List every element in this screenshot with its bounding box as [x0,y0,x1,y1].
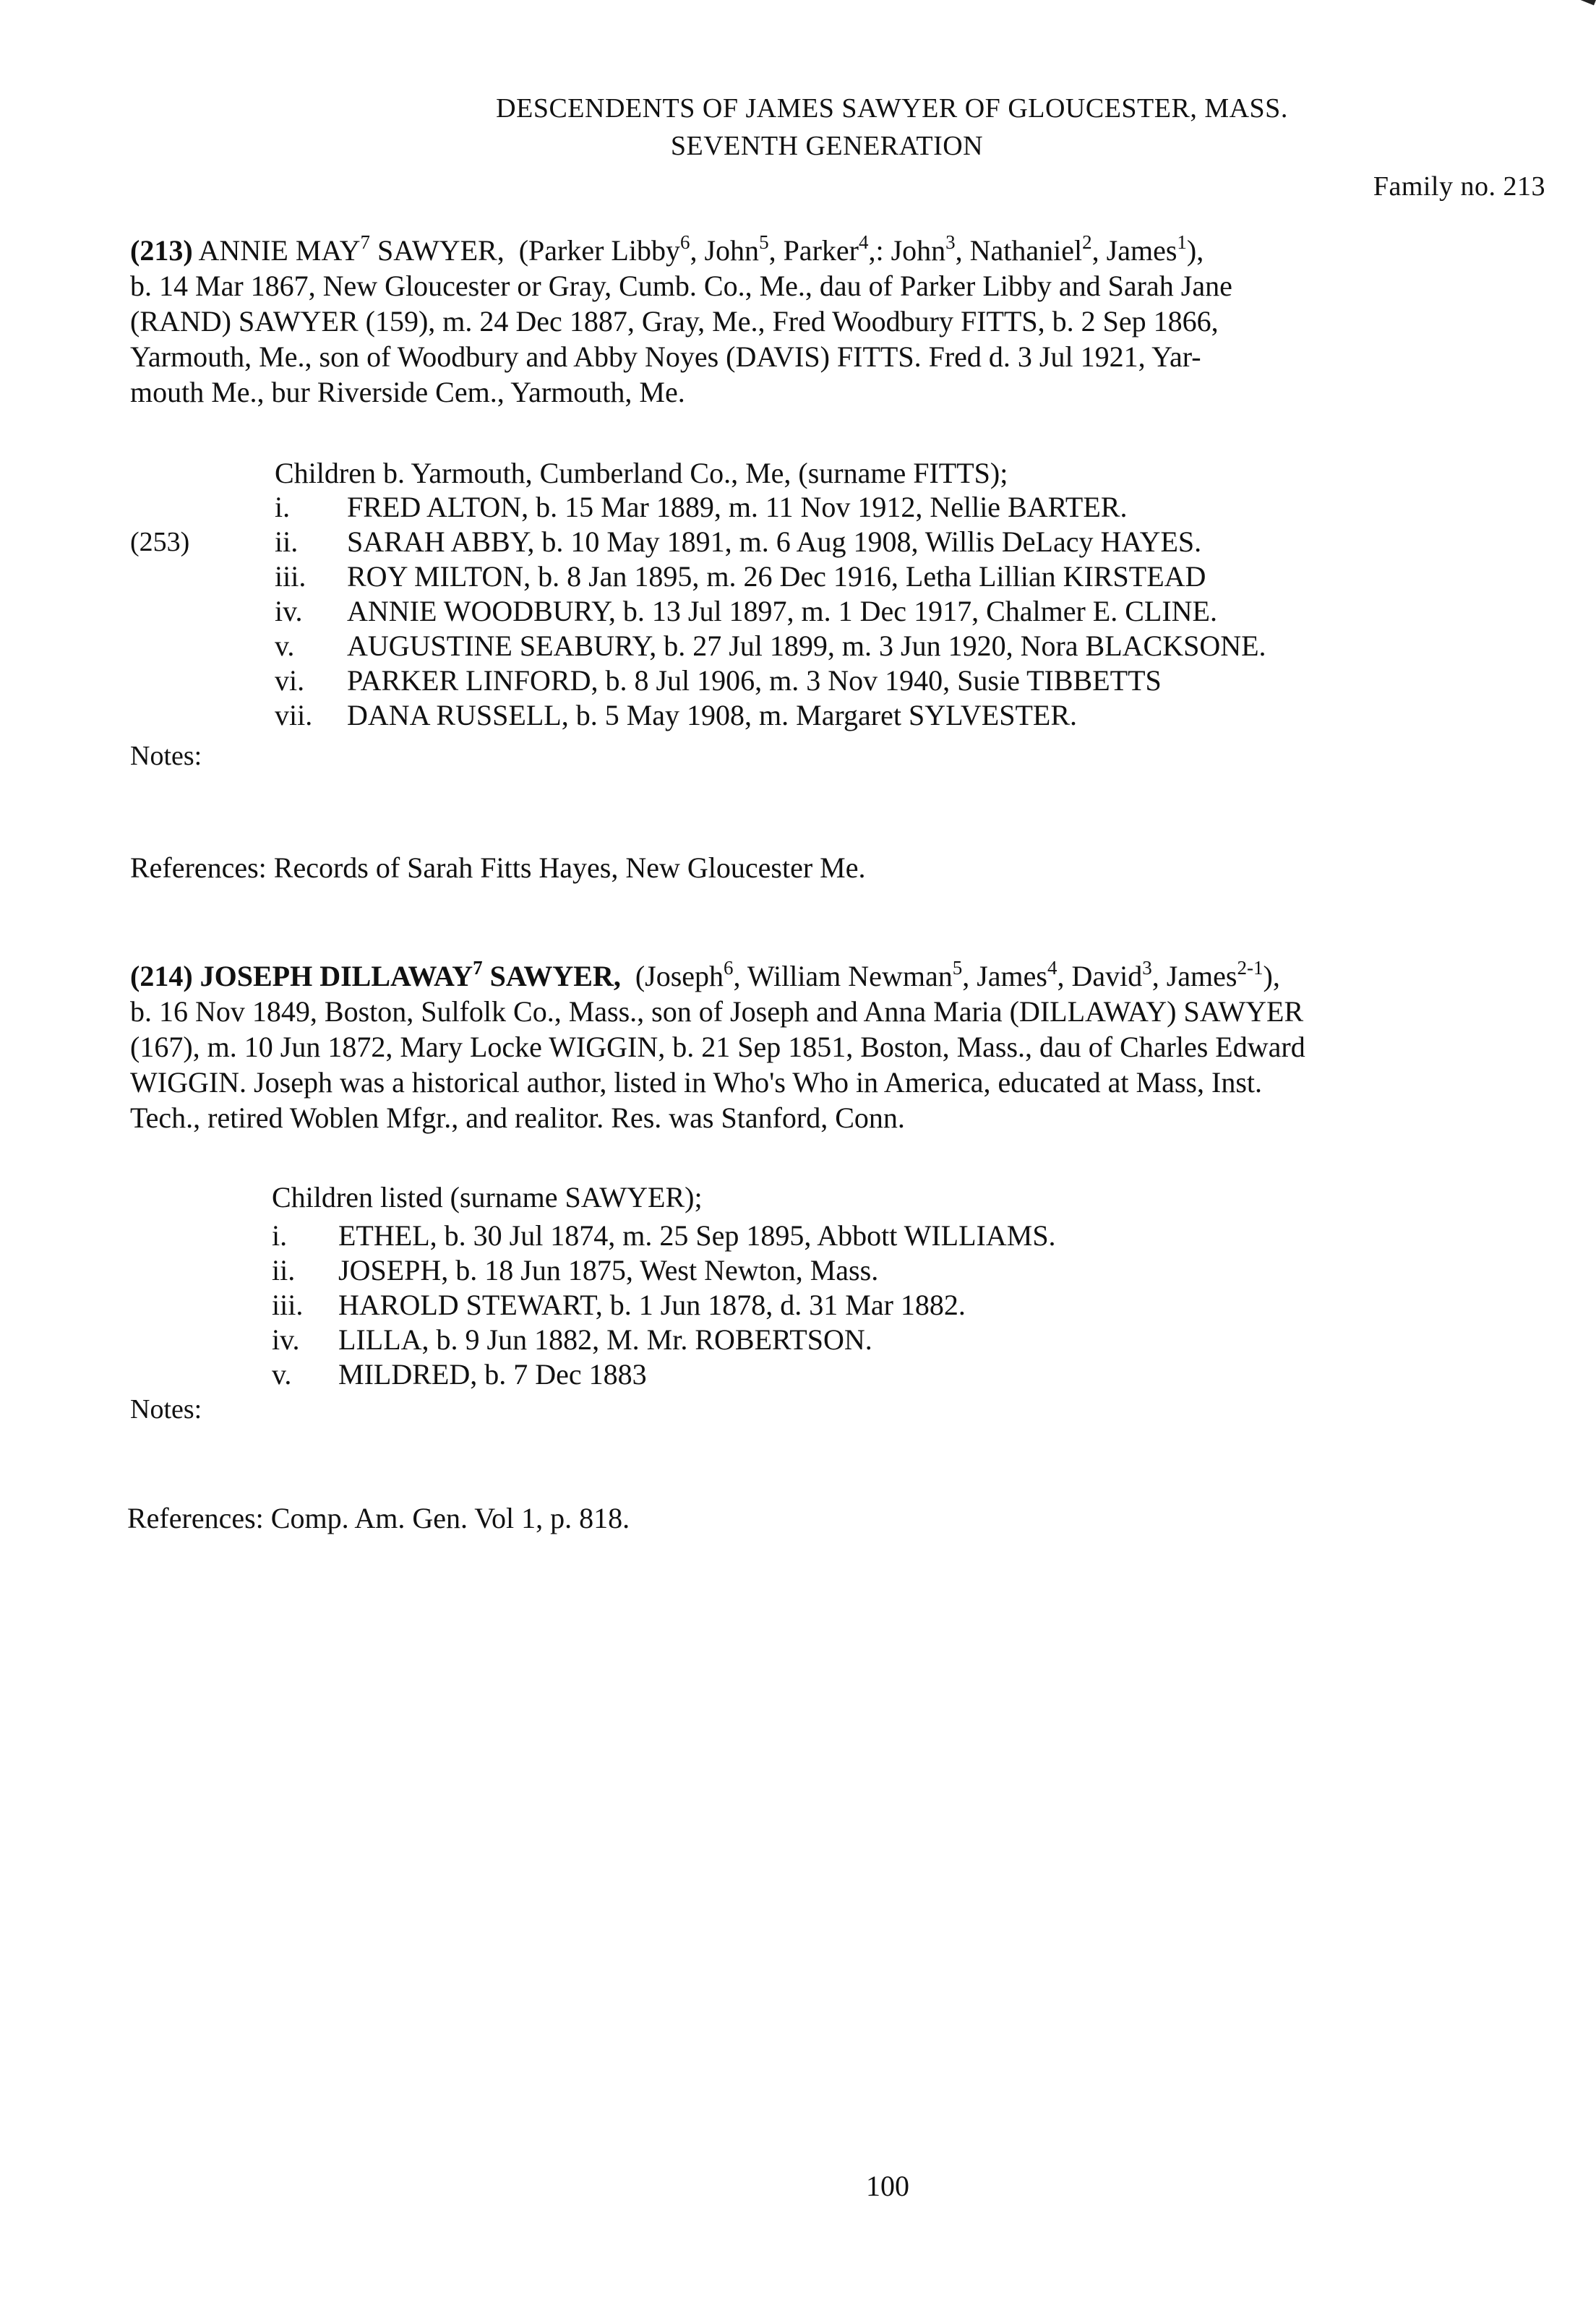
entry-213-line-4: mouth Me., bur Riverside Cem., Yarmouth, Me. [130,376,685,408]
entry-213-name: ANNIE MAY [198,234,361,267]
list-item: vii. DANA RUSSELL, b. 5 May 1908, m. Margaret SYLVESTER. [275,699,1077,731]
entry-213-paragraph [130,233,1540,410]
entry-213-references: References: Records of Sarah Fitts Hayes, New Gloucester Me. [130,851,866,884]
entry-214-paragraph [130,958,1540,1135]
list-item: ii. SARAH ABBY, b. 10 May 1891, m. 6 Aug 1908, Willis DeLacy HAYES. [275,525,1202,558]
entry-214-line-4: Tech., retired Woblen Mfgr., and realitor. Res. was Stanford, Conn. [130,1101,905,1134]
list-item: vi. PARKER LINFORD, b. 8 Jul 1906, m. 3 Nov 1940, Susie TIBBETTS [275,664,1162,697]
entry-213-gen-sup: 7 [360,231,371,253]
entry-214-line-3: WIGGIN. Joseph was a historical author, listed in Who's Who in America, educated at Mass, Inst. [130,1066,1262,1099]
entry-213-children-intro: Children b. Yarmouth, Cumberland Co., Me, (surname FITTS); [275,457,1008,489]
entry-214-notes-label: Notes: [130,1394,202,1425]
list-item: ii. JOSEPH, b. 18 Jun 1875, West Newton, Mass. [272,1254,879,1286]
list-item: v. MILDRED, b. 7 Dec 1883 [272,1358,647,1391]
child-cross-reference: (253) [130,527,190,557]
entry-213-heading-line [130,233,1540,268]
entry-214-name: JOSEPH DILLAWAY [200,960,473,992]
list-item: iv. LILLA, b. 9 Jun 1882, M. Mr. ROBERTSON. [272,1323,872,1356]
entry-213-id: (213) [130,234,193,267]
entry-213-surname: SAWYER, [377,234,505,267]
list-item: iii. ROY MILTON, b. 8 Jan 1895, m. 26 Dec 1916, Letha Lillian KIRSTEAD [275,560,1206,593]
document-title: DESCENDENTS OF JAMES SAWYER OF GLOUCESTER, MASS. [496,93,1288,124]
list-item: i. FRED ALTON, b. 15 Mar 1889, m. 11 Nov 1912, Nellie BARTER. [275,491,1128,523]
entry-214-gen-sup: 7 [473,957,483,979]
entry-213-lineage: (Parker Libby$^6$, John$^5$, Parker$^4$,: John$^3$, Nathaniel$^2$, James$^1$), [518,231,1204,267]
list-item: i. ETHEL, b. 30 Jul 1874, m. 25 Sep 1895, Abbott WILLIAMS. [272,1219,1056,1252]
entry-214-line-2: (167), m. 10 Jun 1872, Mary Locke WIGGIN, b. 21 Sep 1851, Boston, Mass., dau of Charles Edward [130,1031,1305,1063]
entry-213-line-3: Yarmouth, Me., son of Woodbury and Abby Noyes (DAVIS) FITTS. Fred d. 3 Jul 1921, Yar- [130,340,1201,373]
entry-214-lineage: (Joseph$^6$, William Newman$^5$, James$^4$, David$^3$, James$^{2-1}$), [635,957,1280,992]
list-item: iii. HAROLD STEWART, b. 1 Jun 1878, d. 31 Mar 1882. [272,1289,966,1321]
family-number: Family no. 213 [1373,171,1545,202]
list-item: v. AUGUSTINE SEABURY, b. 27 Jul 1899, m. 3 Jun 1920, Nora BLACKSONE. [275,630,1266,662]
entry-213-line-1: b. 14 Mar 1867, New Gloucester or Gray, Cumb. Co., Me., dau of Parker Libby and Sarah Jane [130,270,1232,302]
scan-mark [1578,0,1596,5]
page-number: 100 [866,2170,909,2202]
entry-214-references: References: Comp. Am. Gen. Vol 1, p. 818. [127,1502,630,1534]
entry-213-line-2: (RAND) SAWYER (159), m. 24 Dec 1887, Gray, Me., Fred Woodbury FITTS, b. 2 Sep 1866, [130,305,1219,338]
entry-214-children-intro: Children listed (surname SAWYER); [272,1181,703,1213]
entry-214-line-1: b. 16 Nov 1849, Boston, Sulfolk Co., Mass., son of Joseph and Anna Maria (DILLAWAY) SAWYER [130,995,1304,1028]
entry-214-heading-line [130,958,1540,994]
entry-214-id: (214) [130,960,193,992]
entry-213-notes-label: Notes: [130,741,202,771]
entry-214-surname: SAWYER, [489,960,621,992]
generation-title: SEVENTH GENERATION [670,131,984,161]
list-item: iv. ANNIE WOODBURY, b. 13 Jul 1897, m. 1 Dec 1917, Chalmer E. CLINE. [275,595,1217,627]
